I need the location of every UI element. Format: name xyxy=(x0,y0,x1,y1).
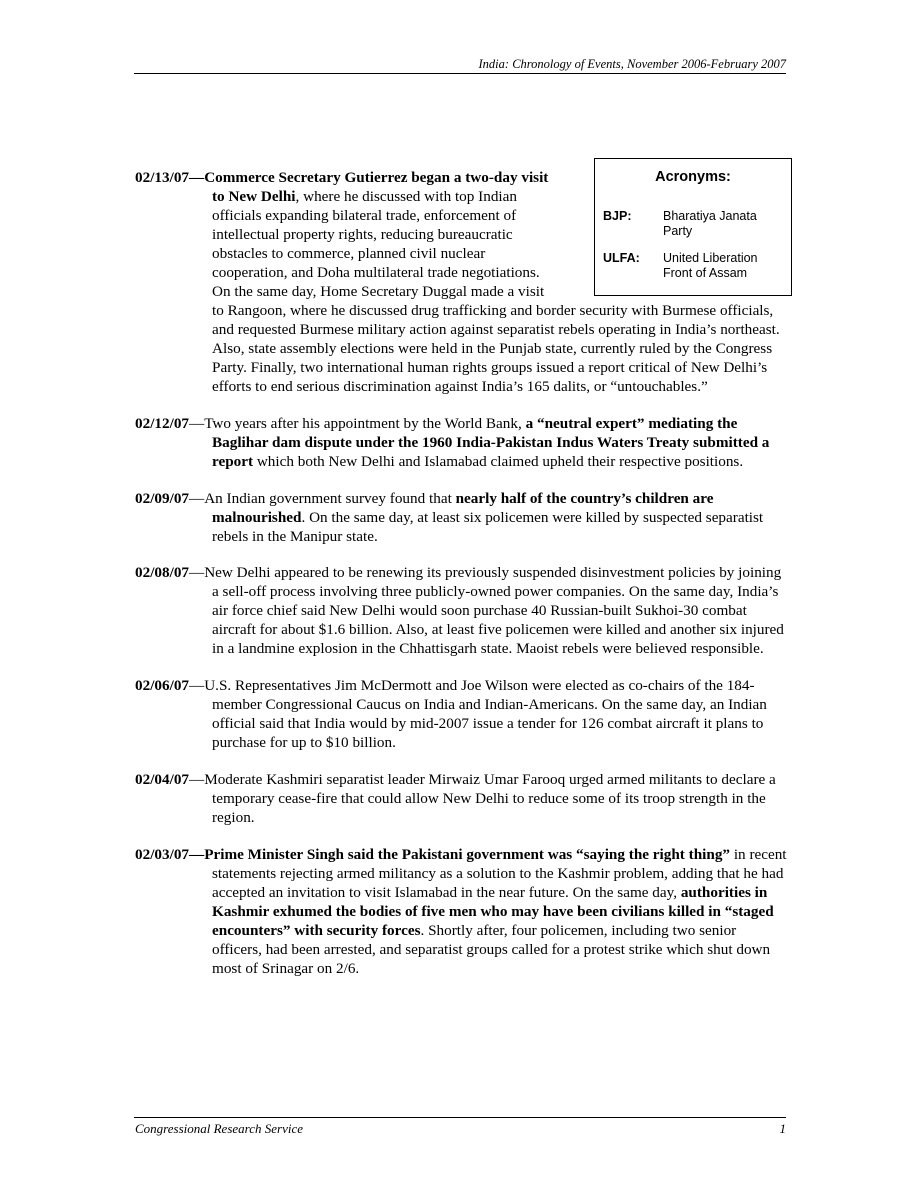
chronology-entry xyxy=(135,414,787,471)
entry-text: which both New Delhi and Islamabad claimed upheld their respective positions. xyxy=(253,452,744,470)
entry-text: in recent statements rejecting armed militancy as a solution to the Kashmir problem, adding that he had accepted an invitation to visit Islamabad in the near future. On the same day, xyxy=(212,845,787,901)
entry-date: 02/13/07— xyxy=(135,169,205,186)
acronym-meaning: Bharatiya Janata Party xyxy=(663,209,757,238)
entry-date: 02/06/07 xyxy=(135,677,190,695)
entry-date: 02/12/07 xyxy=(135,414,190,432)
entry-text: —Moderate Kashmiri separatist leader Mirwaiz Umar Farooq urged armed militants to declare a temporary cease-fire that could allow New Delhi to reduce some of its troop strength in the region. xyxy=(189,770,776,826)
entry-date: 02/08/07 xyxy=(135,564,190,582)
acronym-meaning: United Liberation Front of Assam xyxy=(663,251,758,280)
entry-highlight-text: Prime Minister Singh said the Pakistani government was “saying the right thing” xyxy=(204,845,731,863)
chronology-entry xyxy=(135,563,787,658)
entry-date: 02/04/07 xyxy=(135,770,190,788)
entry-text: —An Indian government survey found that xyxy=(189,489,456,507)
acronym-abbr: ULFA: xyxy=(603,251,640,265)
entry-highlight-text: nearly half of the country’s children are malnourished xyxy=(212,489,714,526)
footer-rule xyxy=(134,1117,786,1118)
chronology-entry xyxy=(135,676,787,752)
entry-text: —U.S. Representatives Jim McDermott and Joe Wilson were elected as co-chairs of the 184-member Congressional Caucus on India and Indian-Americans. On the same day, an Indian official said that India would by mid-2007 issue a tender for 126 combat aircraft it plans to purchase for up to $10 billion. xyxy=(189,677,767,752)
running-header: India: Chronology of Events, November 2006-February 2007 xyxy=(478,57,786,71)
footer-publisher: Congressional Research Service xyxy=(135,1121,303,1136)
chronology-entry xyxy=(135,489,787,546)
entry-text: —Two years after his appointment by the World Bank, xyxy=(189,414,526,432)
header-rule xyxy=(134,73,786,74)
entry-date: 02/03/07— xyxy=(135,845,205,863)
chronology-entries xyxy=(135,168,787,996)
entry-text: . On the same day, at least six policemen were killed by suspected separatist rebels in the Manipur state. xyxy=(212,508,764,545)
acronym-abbr: BJP: xyxy=(603,209,632,223)
entry-highlight-text: Commerce Secretary Gutierrez began a two-day visit to New Delhi xyxy=(204,169,549,205)
entry-date: 02/09/07 xyxy=(135,489,190,507)
entry-text: , where he discussed with top Indian officials expanding bilateral trade, enforcement of intellectual property rights, reducing bureaucratic obstacles to commerce, planned civil nuclear cooperation, and Doha multilateral trade negotiations. On the same day, Home Secretary Duggal made a visit to Rangoon, where he discussed drug trafficking and border security with Burmese officials, and requested Burmese military action against separatist rebels operating in India’s northeast. Also, state assembly elections were held in the Punjab state, currently ruled by the Congress Party. Finally, two international human rights groups issued a report critical of New Delhi’s efforts to end serious discrimination against India’s 165 dalits, or “untouchables.” xyxy=(212,188,780,395)
page-number: 1 xyxy=(779,1121,786,1136)
entry-highlight-text: a “neutral expert” mediating the Baglihar dam dispute under the 1960 India-Pakistan Indus Waters Treaty submitted a report xyxy=(212,414,770,470)
acronyms-box-spacer xyxy=(549,168,787,291)
entry-text: —New Delhi appeared to be renewing its previously suspended disinvestment policies by joining a sell-off process involving three publicly-owned power companies. On the same day, India’s air force chief said New Delhi would soon purchase 40 Russian-built Sukhoi-30 combat aircraft for about $1.6 billion. Also, at least five policemen were killed and another six injured in a landmine explosion in the Chhattisgarh state. Maoist rebels were believed responsible. xyxy=(189,564,784,658)
entry-highlight-text: authorities in Kashmir exhumed the bodies of five men who may have been civilians killed in “staged encounters” with security forces xyxy=(212,883,774,939)
entry-text: . Shortly after, four policemen, including two senior officers, had been arrested, and separatist groups called for a protest strike which shut down most of Srinagar on 2/6. xyxy=(212,921,771,977)
chronology-entry xyxy=(135,845,787,978)
chronology-entry xyxy=(135,770,787,827)
chronology-entry xyxy=(135,168,787,396)
acronyms-title: Acronyms: xyxy=(655,169,731,185)
